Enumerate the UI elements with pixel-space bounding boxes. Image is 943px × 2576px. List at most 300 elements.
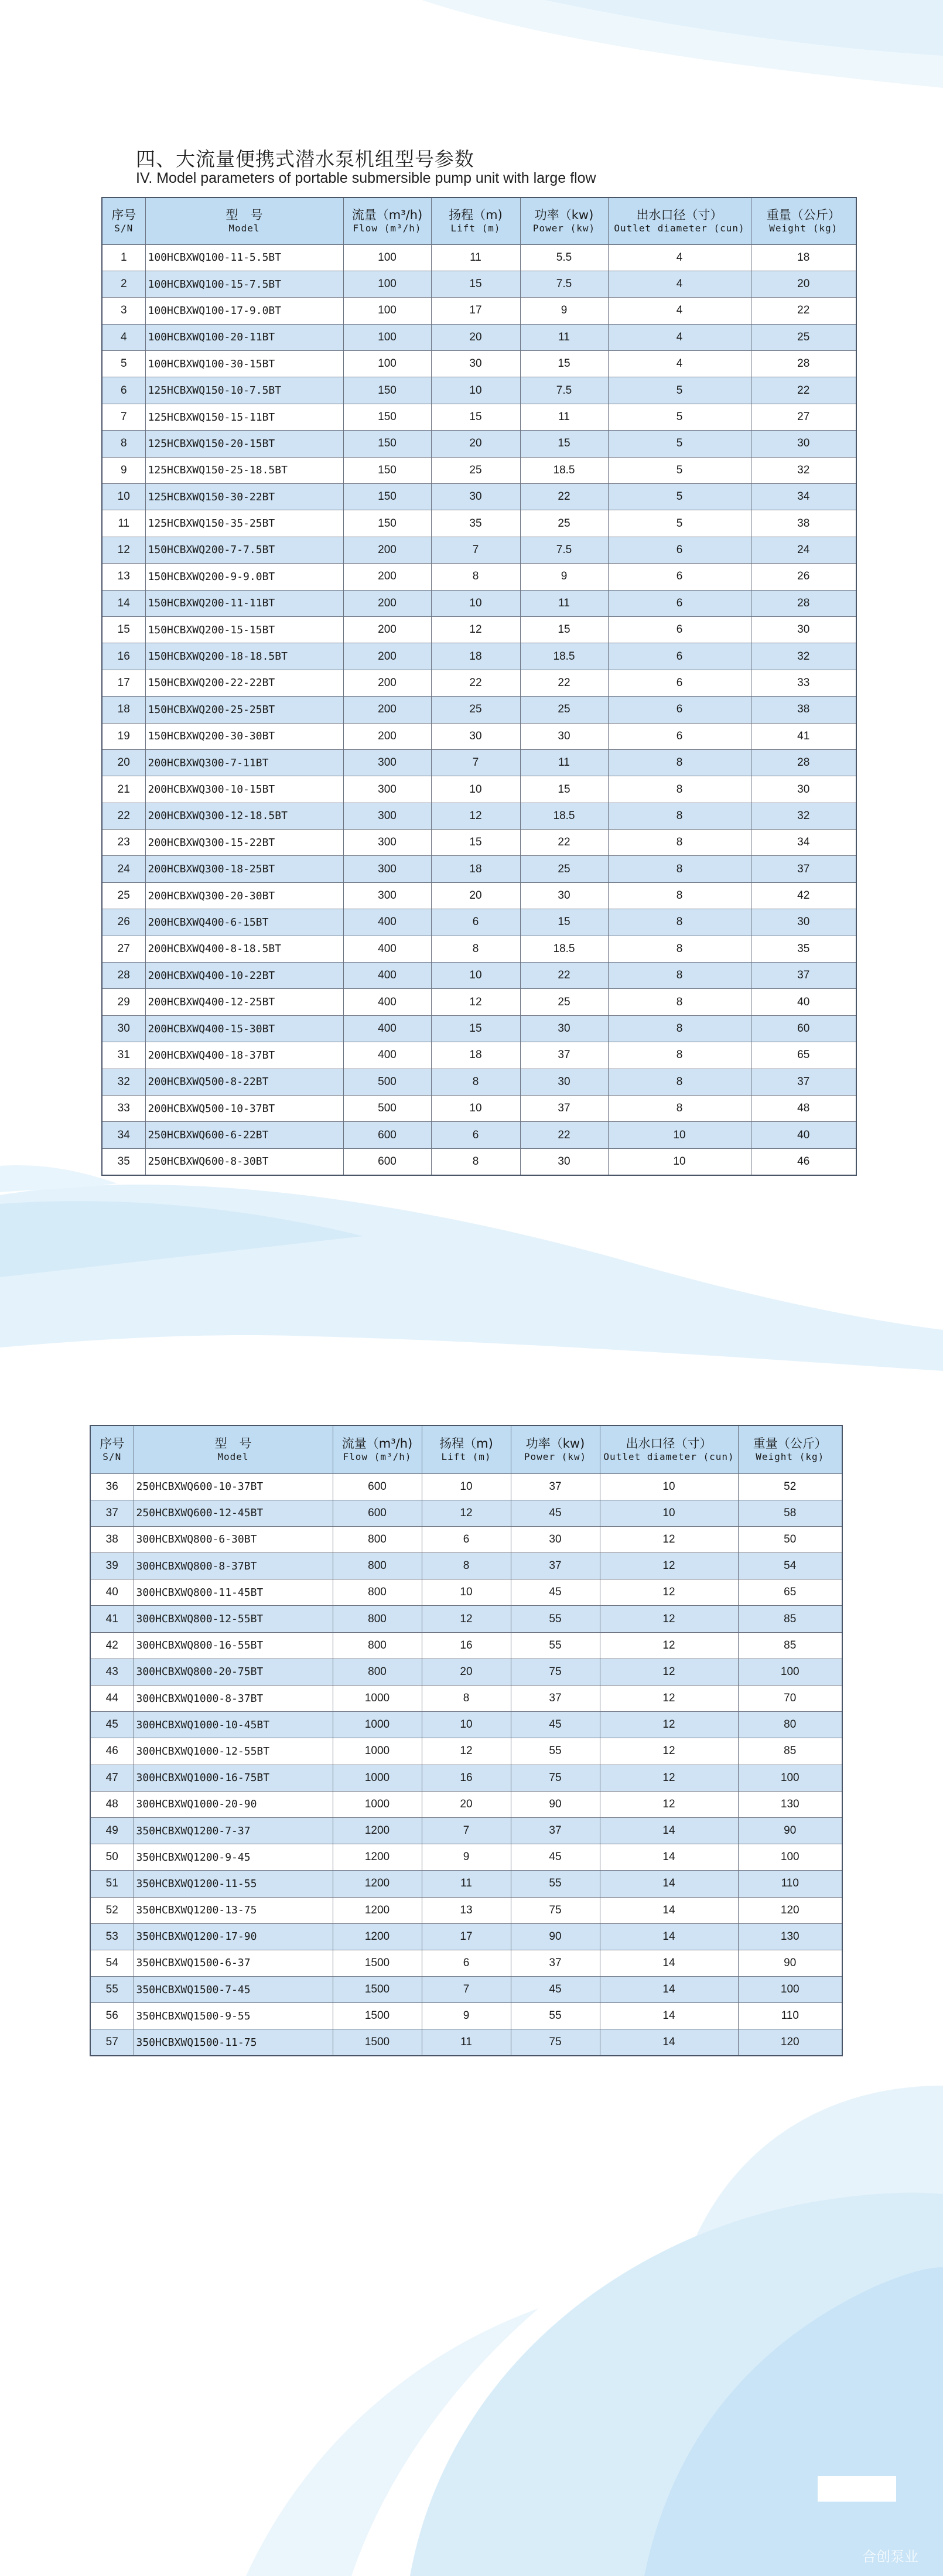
column-header-cn-label: 重量（公斤） <box>766 208 840 223</box>
column-header-cn-label: 功率（kw) <box>534 208 594 223</box>
cell-lift: 12 <box>431 803 520 829</box>
column-header-model <box>134 1425 333 1473</box>
cell-lift: 8 <box>422 1686 511 1712</box>
cell-power: 18.5 <box>520 457 608 483</box>
cell-weight: 22 <box>751 298 856 324</box>
cell-sn: 38 <box>90 1526 134 1553</box>
cell-lift: 20 <box>431 431 520 457</box>
cell-lift: 9 <box>422 1844 511 1871</box>
cell-power: 7.5 <box>520 271 608 297</box>
cell-weight: 110 <box>738 1871 842 1897</box>
cell-weight: 34 <box>751 484 856 510</box>
table-row <box>90 1765 842 1791</box>
cell-sn: 44 <box>90 1686 134 1712</box>
cell-outlet-diameter: 14 <box>600 1977 738 2003</box>
cell-outlet-diameter: 8 <box>608 1069 751 1095</box>
cell-outlet-diameter: 14 <box>600 1897 738 1923</box>
cell-outlet-diameter: 12 <box>600 1765 738 1791</box>
cell-power: 30 <box>520 723 608 749</box>
cell-sn: 25 <box>102 882 145 909</box>
cell-lift: 6 <box>422 1526 511 1553</box>
cell-lift: 7 <box>422 1817 511 1844</box>
table-row <box>90 1606 842 1632</box>
cell-sn: 39 <box>90 1553 134 1579</box>
cell-sn: 45 <box>90 1712 134 1738</box>
cell-lift: 7 <box>431 749 520 776</box>
table-row <box>90 2003 842 2029</box>
cell-lift: 10 <box>422 1579 511 1606</box>
cell-power: 75 <box>511 1897 600 1923</box>
column-header-en-label: Model <box>217 1451 249 1463</box>
cell-outlet-diameter: 6 <box>608 564 751 590</box>
cell-outlet-diameter: 14 <box>600 2003 738 2029</box>
cell-sn: 18 <box>102 697 145 723</box>
cell-outlet-diameter: 12 <box>600 1632 738 1659</box>
cell-flow: 800 <box>333 1632 422 1659</box>
cell-model: 200HCBXWQ400-12-25BT <box>145 989 343 1015</box>
blank-label-patch <box>818 2476 896 2502</box>
cell-flow: 500 <box>343 1096 431 1122</box>
cell-model: 200HCBXWQ400-8-18.5BT <box>145 936 343 962</box>
cell-lift: 7 <box>431 537 520 563</box>
cell-model: 100HCBXWQ100-17-9.0BT <box>145 298 343 324</box>
cell-outlet-diameter: 5 <box>608 377 751 404</box>
cell-outlet-diameter: 8 <box>608 856 751 882</box>
cell-weight: 40 <box>751 1122 856 1148</box>
cell-outlet-diameter: 5 <box>608 404 751 430</box>
cell-outlet-diameter: 8 <box>608 830 751 856</box>
cell-sn: 54 <box>90 1950 134 1976</box>
cell-lift: 10 <box>431 377 520 404</box>
brand-watermark: 合创泵业 <box>862 2548 918 2565</box>
column-header-en-label: Weight (kg) <box>756 1451 825 1463</box>
cell-model: 200HCBXWQ400-18-37BT <box>145 1042 343 1069</box>
cell-outlet-diameter: 4 <box>608 351 751 377</box>
cell-lift: 10 <box>422 1473 511 1500</box>
cell-power: 30 <box>520 1015 608 1042</box>
cell-sn: 8 <box>102 431 145 457</box>
cell-outlet-diameter: 5 <box>608 457 751 483</box>
cell-sn: 7 <box>102 404 145 430</box>
cell-weight: 58 <box>738 1500 842 1526</box>
cell-power: 11 <box>520 749 608 776</box>
cell-model: 200HCBXWQ300-18-25BT <box>145 856 343 882</box>
cell-outlet-diameter: 8 <box>608 882 751 909</box>
cell-lift: 15 <box>431 1015 520 1042</box>
cell-weight: 130 <box>738 1923 842 1950</box>
cell-power: 90 <box>511 1923 600 1950</box>
cell-flow: 150 <box>343 431 431 457</box>
column-header-cn-label: 出水口径（寸） <box>636 208 723 223</box>
cell-lift: 10 <box>431 1096 520 1122</box>
cell-weight: 30 <box>751 616 856 643</box>
cell-power: 25 <box>520 856 608 882</box>
cell-flow: 200 <box>343 723 431 749</box>
cell-sn: 31 <box>102 1042 145 1069</box>
cell-lift: 20 <box>422 1659 511 1685</box>
cell-sn: 56 <box>90 2003 134 2029</box>
cell-flow: 150 <box>343 510 431 537</box>
cell-lift: 15 <box>431 271 520 297</box>
table-row <box>102 537 856 563</box>
cell-power: 37 <box>520 1042 608 1069</box>
cell-flow: 1200 <box>333 1817 422 1844</box>
cell-power: 37 <box>511 1553 600 1579</box>
cell-power: 15 <box>520 351 608 377</box>
cell-lift: 12 <box>431 616 520 643</box>
table-row <box>102 723 856 749</box>
table-row <box>90 1923 842 1950</box>
cell-model: 300HCBXWQ800-20-75BT <box>134 1659 333 1685</box>
cell-sn: 46 <box>90 1738 134 1765</box>
cell-outlet-diameter: 12 <box>600 1606 738 1632</box>
cell-lift: 20 <box>422 1791 511 1817</box>
cell-lift: 30 <box>431 351 520 377</box>
column-header-cn-label: 重量（公斤） <box>753 1437 827 1451</box>
cell-flow: 1500 <box>333 2029 422 2056</box>
cell-power: 90 <box>511 1791 600 1817</box>
column-header-en-label: S/N <box>102 1451 122 1463</box>
table-row <box>102 856 856 882</box>
table-row <box>90 1844 842 1871</box>
cell-outlet-diameter: 6 <box>608 537 751 563</box>
cell-sn: 23 <box>102 830 145 856</box>
cell-lift: 8 <box>422 1553 511 1579</box>
cell-model: 250HCBXWQ600-8-30BT <box>145 1148 343 1175</box>
table-row <box>102 670 856 696</box>
cell-lift: 16 <box>422 1765 511 1791</box>
cell-power: 5.5 <box>520 244 608 271</box>
table-row <box>102 1069 856 1095</box>
cell-model: 150HCBXWQ200-9-9.0BT <box>145 564 343 590</box>
column-header-outlet-diameter <box>608 197 751 244</box>
cell-power: 37 <box>520 1096 608 1122</box>
cell-lift: 6 <box>431 909 520 936</box>
cell-sn: 3 <box>102 298 145 324</box>
cell-outlet-diameter: 10 <box>600 1500 738 1526</box>
section-heading-chinese: 四、大流量便携式潜水泵机组型号参数 <box>136 148 474 170</box>
cell-flow: 600 <box>343 1122 431 1148</box>
table-row <box>90 1526 842 1553</box>
column-header-en-label: Lift (m) <box>450 223 501 234</box>
column-header-sn <box>90 1425 134 1473</box>
cell-outlet-diameter: 8 <box>608 963 751 989</box>
table-row <box>102 963 856 989</box>
cell-model: 200HCBXWQ500-10-37BT <box>145 1096 343 1122</box>
cell-lift: 12 <box>422 1738 511 1765</box>
cell-flow: 1200 <box>333 1923 422 1950</box>
column-header-weight <box>751 197 856 244</box>
cell-sn: 47 <box>90 1765 134 1791</box>
cell-model: 125HCBXWQ150-25-18.5BT <box>145 457 343 483</box>
cell-power: 45 <box>511 1844 600 1871</box>
cell-weight: 37 <box>751 856 856 882</box>
cell-lift: 30 <box>431 484 520 510</box>
cell-outlet-diameter: 8 <box>608 1096 751 1122</box>
cell-power: 45 <box>511 1712 600 1738</box>
table-row <box>102 882 856 909</box>
cell-power: 55 <box>511 1871 600 1897</box>
column-header-en-label: Model <box>228 223 260 234</box>
table-row <box>90 1817 842 1844</box>
table-row <box>90 1738 842 1765</box>
cell-weight: 42 <box>751 882 856 909</box>
cell-lift: 6 <box>431 1122 520 1148</box>
cell-outlet-diameter: 8 <box>608 1015 751 1042</box>
cell-flow: 800 <box>333 1579 422 1606</box>
pump-spec-table-2 <box>90 1425 843 2056</box>
cell-model: 100HCBXWQ100-20-11BT <box>145 324 343 350</box>
cell-weight: 80 <box>738 1712 842 1738</box>
cell-weight: 120 <box>738 1897 842 1923</box>
cell-outlet-diameter: 12 <box>600 1553 738 1579</box>
cell-flow: 1000 <box>333 1738 422 1765</box>
cell-sn: 48 <box>90 1791 134 1817</box>
cell-sn: 14 <box>102 590 145 616</box>
cell-outlet-diameter: 12 <box>600 1579 738 1606</box>
column-header-power <box>520 197 608 244</box>
cell-weight: 54 <box>738 1553 842 1579</box>
cell-model: 200HCBXWQ300-20-30BT <box>145 882 343 909</box>
column-header-sn <box>102 197 145 244</box>
cell-outlet-diameter: 8 <box>608 1042 751 1069</box>
cell-power: 15 <box>520 776 608 803</box>
cell-outlet-diameter: 14 <box>600 1950 738 1976</box>
cell-outlet-diameter: 14 <box>600 1844 738 1871</box>
cell-model: 350HCBXWQ1200-11-55 <box>134 1871 333 1897</box>
cell-flow: 150 <box>343 457 431 483</box>
column-header-en-label: Flow (m³/h) <box>353 223 422 234</box>
column-header-cn-label: 型 号 <box>214 1437 252 1451</box>
cell-sn: 32 <box>102 1069 145 1095</box>
cell-flow: 400 <box>343 909 431 936</box>
cell-weight: 22 <box>751 377 856 404</box>
cell-flow: 200 <box>343 697 431 723</box>
cell-outlet-diameter: 8 <box>608 749 751 776</box>
cell-flow: 1000 <box>333 1686 422 1712</box>
cell-lift: 18 <box>431 643 520 670</box>
cell-lift: 8 <box>431 564 520 590</box>
table-row <box>102 1122 856 1148</box>
cell-outlet-diameter: 8 <box>608 936 751 962</box>
cell-weight: 41 <box>751 723 856 749</box>
cell-sn: 40 <box>90 1579 134 1606</box>
cell-flow: 300 <box>343 856 431 882</box>
table-header <box>90 1425 842 1473</box>
cell-sn: 5 <box>102 351 145 377</box>
cell-outlet-diameter: 6 <box>608 697 751 723</box>
cell-lift: 17 <box>431 298 520 324</box>
cell-power: 45 <box>511 1977 600 2003</box>
cell-outlet-diameter: 12 <box>600 1686 738 1712</box>
column-header-en-label: Lift (m) <box>441 1451 491 1463</box>
cell-outlet-diameter: 4 <box>608 324 751 350</box>
table-row <box>102 909 856 936</box>
cell-outlet-diameter: 12 <box>600 1712 738 1738</box>
cell-model: 150HCBXWQ200-30-30BT <box>145 723 343 749</box>
table-row <box>90 1712 842 1738</box>
cell-outlet-diameter: 14 <box>600 1817 738 1844</box>
cell-weight: 130 <box>738 1791 842 1817</box>
cell-sn: 41 <box>90 1606 134 1632</box>
cell-sn: 53 <box>90 1923 134 1950</box>
cell-weight: 110 <box>738 2003 842 2029</box>
cell-model: 125HCBXWQ150-10-7.5BT <box>145 377 343 404</box>
cell-flow: 200 <box>343 537 431 563</box>
table-row <box>102 1042 856 1069</box>
table-row <box>90 1500 842 1526</box>
cell-sn: 4 <box>102 324 145 350</box>
table-row <box>102 271 856 297</box>
cell-outlet-diameter: 4 <box>608 271 751 297</box>
cell-flow: 600 <box>343 1148 431 1175</box>
cell-weight: 27 <box>751 404 856 430</box>
cell-flow: 400 <box>343 989 431 1015</box>
cell-power: 55 <box>511 1606 600 1632</box>
cell-sn: 37 <box>90 1500 134 1526</box>
table-body <box>102 244 856 1175</box>
cell-weight: 26 <box>751 564 856 590</box>
table-row <box>102 803 856 829</box>
cell-weight: 33 <box>751 670 856 696</box>
cell-lift: 11 <box>431 244 520 271</box>
cell-sn: 51 <box>90 1871 134 1897</box>
cell-flow: 500 <box>343 1069 431 1095</box>
cell-lift: 8 <box>431 936 520 962</box>
cell-model: 200HCBXWQ400-15-30BT <box>145 1015 343 1042</box>
column-header-model <box>145 197 343 244</box>
column-header-en-label: Power (kw) <box>532 223 596 234</box>
cell-sn: 43 <box>90 1659 134 1685</box>
cell-flow: 150 <box>343 484 431 510</box>
column-header-cn-label: 扬程（m) <box>449 208 503 223</box>
cell-sn: 20 <box>102 749 145 776</box>
cell-power: 75 <box>511 2029 600 2056</box>
cell-model: 300HCBXWQ800-11-45BT <box>134 1579 333 1606</box>
cell-sn: 12 <box>102 537 145 563</box>
cell-model: 350HCBXWQ1200-9-45 <box>134 1844 333 1871</box>
cell-model: 125HCBXWQ150-15-11BT <box>145 404 343 430</box>
cell-lift: 10 <box>431 776 520 803</box>
cell-flow: 600 <box>333 1473 422 1500</box>
cell-flow: 150 <box>343 404 431 430</box>
cell-sn: 10 <box>102 484 145 510</box>
cell-flow: 300 <box>343 776 431 803</box>
cell-outlet-diameter: 14 <box>600 2029 738 2056</box>
cell-weight: 90 <box>738 1817 842 1844</box>
cell-model: 350HCBXWQ1200-7-37 <box>134 1817 333 1844</box>
cell-model: 100HCBXWQ100-15-7.5BT <box>145 271 343 297</box>
table-row <box>102 989 856 1015</box>
cell-outlet-diameter: 12 <box>600 1738 738 1765</box>
cell-flow: 100 <box>343 324 431 350</box>
cell-model: 200HCBXWQ300-12-18.5BT <box>145 803 343 829</box>
table-row <box>102 616 856 643</box>
cell-lift: 17 <box>422 1923 511 1950</box>
cell-model: 100HCBXWQ100-11-5.5BT <box>145 244 343 271</box>
cell-sn: 57 <box>90 2029 134 2056</box>
cell-flow: 1500 <box>333 2003 422 2029</box>
cell-weight: 28 <box>751 351 856 377</box>
table-row <box>90 1553 842 1579</box>
cell-power: 11 <box>520 590 608 616</box>
table-body <box>90 1473 842 2056</box>
cell-model: 300HCBXWQ1000-10-45BT <box>134 1712 333 1738</box>
column-header-cn-label: 出水口径（寸） <box>626 1437 712 1451</box>
cell-model: 150HCBXWQ200-25-25BT <box>145 697 343 723</box>
cell-lift: 12 <box>431 989 520 1015</box>
cell-weight: 85 <box>738 1606 842 1632</box>
cell-outlet-diameter: 10 <box>608 1148 751 1175</box>
table-row <box>102 776 856 803</box>
cell-lift: 25 <box>431 697 520 723</box>
cell-weight: 37 <box>751 963 856 989</box>
column-header-cn-label: 功率（kw) <box>525 1437 585 1451</box>
column-header-en-label: Weight (kg) <box>769 223 838 234</box>
table-row <box>102 643 856 670</box>
cell-model: 125HCBXWQ150-20-15BT <box>145 431 343 457</box>
cell-weight: 50 <box>738 1526 842 1553</box>
cell-outlet-diameter: 12 <box>600 1659 738 1685</box>
cell-weight: 30 <box>751 776 856 803</box>
cell-flow: 200 <box>343 590 431 616</box>
cell-weight: 18 <box>751 244 856 271</box>
cell-lift: 15 <box>431 404 520 430</box>
column-header-flow <box>333 1425 422 1473</box>
table-row <box>90 1632 842 1659</box>
cell-power: 22 <box>520 484 608 510</box>
table-row <box>102 830 856 856</box>
cell-weight: 70 <box>738 1686 842 1712</box>
cell-outlet-diameter: 14 <box>600 1871 738 1897</box>
cell-model: 300HCBXWQ800-12-55BT <box>134 1606 333 1632</box>
cell-flow: 100 <box>343 271 431 297</box>
cell-power: 30 <box>511 1526 600 1553</box>
cell-weight: 24 <box>751 537 856 563</box>
cell-lift: 12 <box>422 1606 511 1632</box>
table-row <box>102 484 856 510</box>
cell-sn: 26 <box>102 909 145 936</box>
cell-model: 350HCBXWQ1200-13-75 <box>134 1897 333 1923</box>
cell-weight: 40 <box>751 989 856 1015</box>
cell-sn: 35 <box>102 1148 145 1175</box>
cell-model: 150HCBXWQ200-15-15BT <box>145 616 343 643</box>
cell-sn: 1 <box>102 244 145 271</box>
cell-model: 200HCBXWQ400-10-22BT <box>145 963 343 989</box>
cell-power: 9 <box>520 298 608 324</box>
cell-model: 250HCBXWQ600-6-22BT <box>145 1122 343 1148</box>
cell-lift: 10 <box>431 590 520 616</box>
cell-lift: 12 <box>422 1500 511 1526</box>
table-row <box>90 1791 842 1817</box>
column-header-cn-label: 序号 <box>100 1437 125 1451</box>
table-row <box>90 1659 842 1685</box>
cell-model: 300HCBXWQ1000-20-90 <box>134 1791 333 1817</box>
cell-outlet-diameter: 4 <box>608 298 751 324</box>
cell-weight: 100 <box>738 1659 842 1685</box>
cell-model: 200HCBXWQ300-7-11BT <box>145 749 343 776</box>
cell-power: 45 <box>511 1579 600 1606</box>
cell-lift: 18 <box>431 1042 520 1069</box>
cell-sn: 49 <box>90 1817 134 1844</box>
cell-model: 300HCBXWQ1000-16-75BT <box>134 1765 333 1791</box>
cell-flow: 800 <box>333 1659 422 1685</box>
cell-sn: 22 <box>102 803 145 829</box>
cell-weight: 35 <box>751 936 856 962</box>
column-header-weight <box>738 1425 842 1473</box>
cell-weight: 46 <box>751 1148 856 1175</box>
cell-weight: 52 <box>738 1473 842 1500</box>
